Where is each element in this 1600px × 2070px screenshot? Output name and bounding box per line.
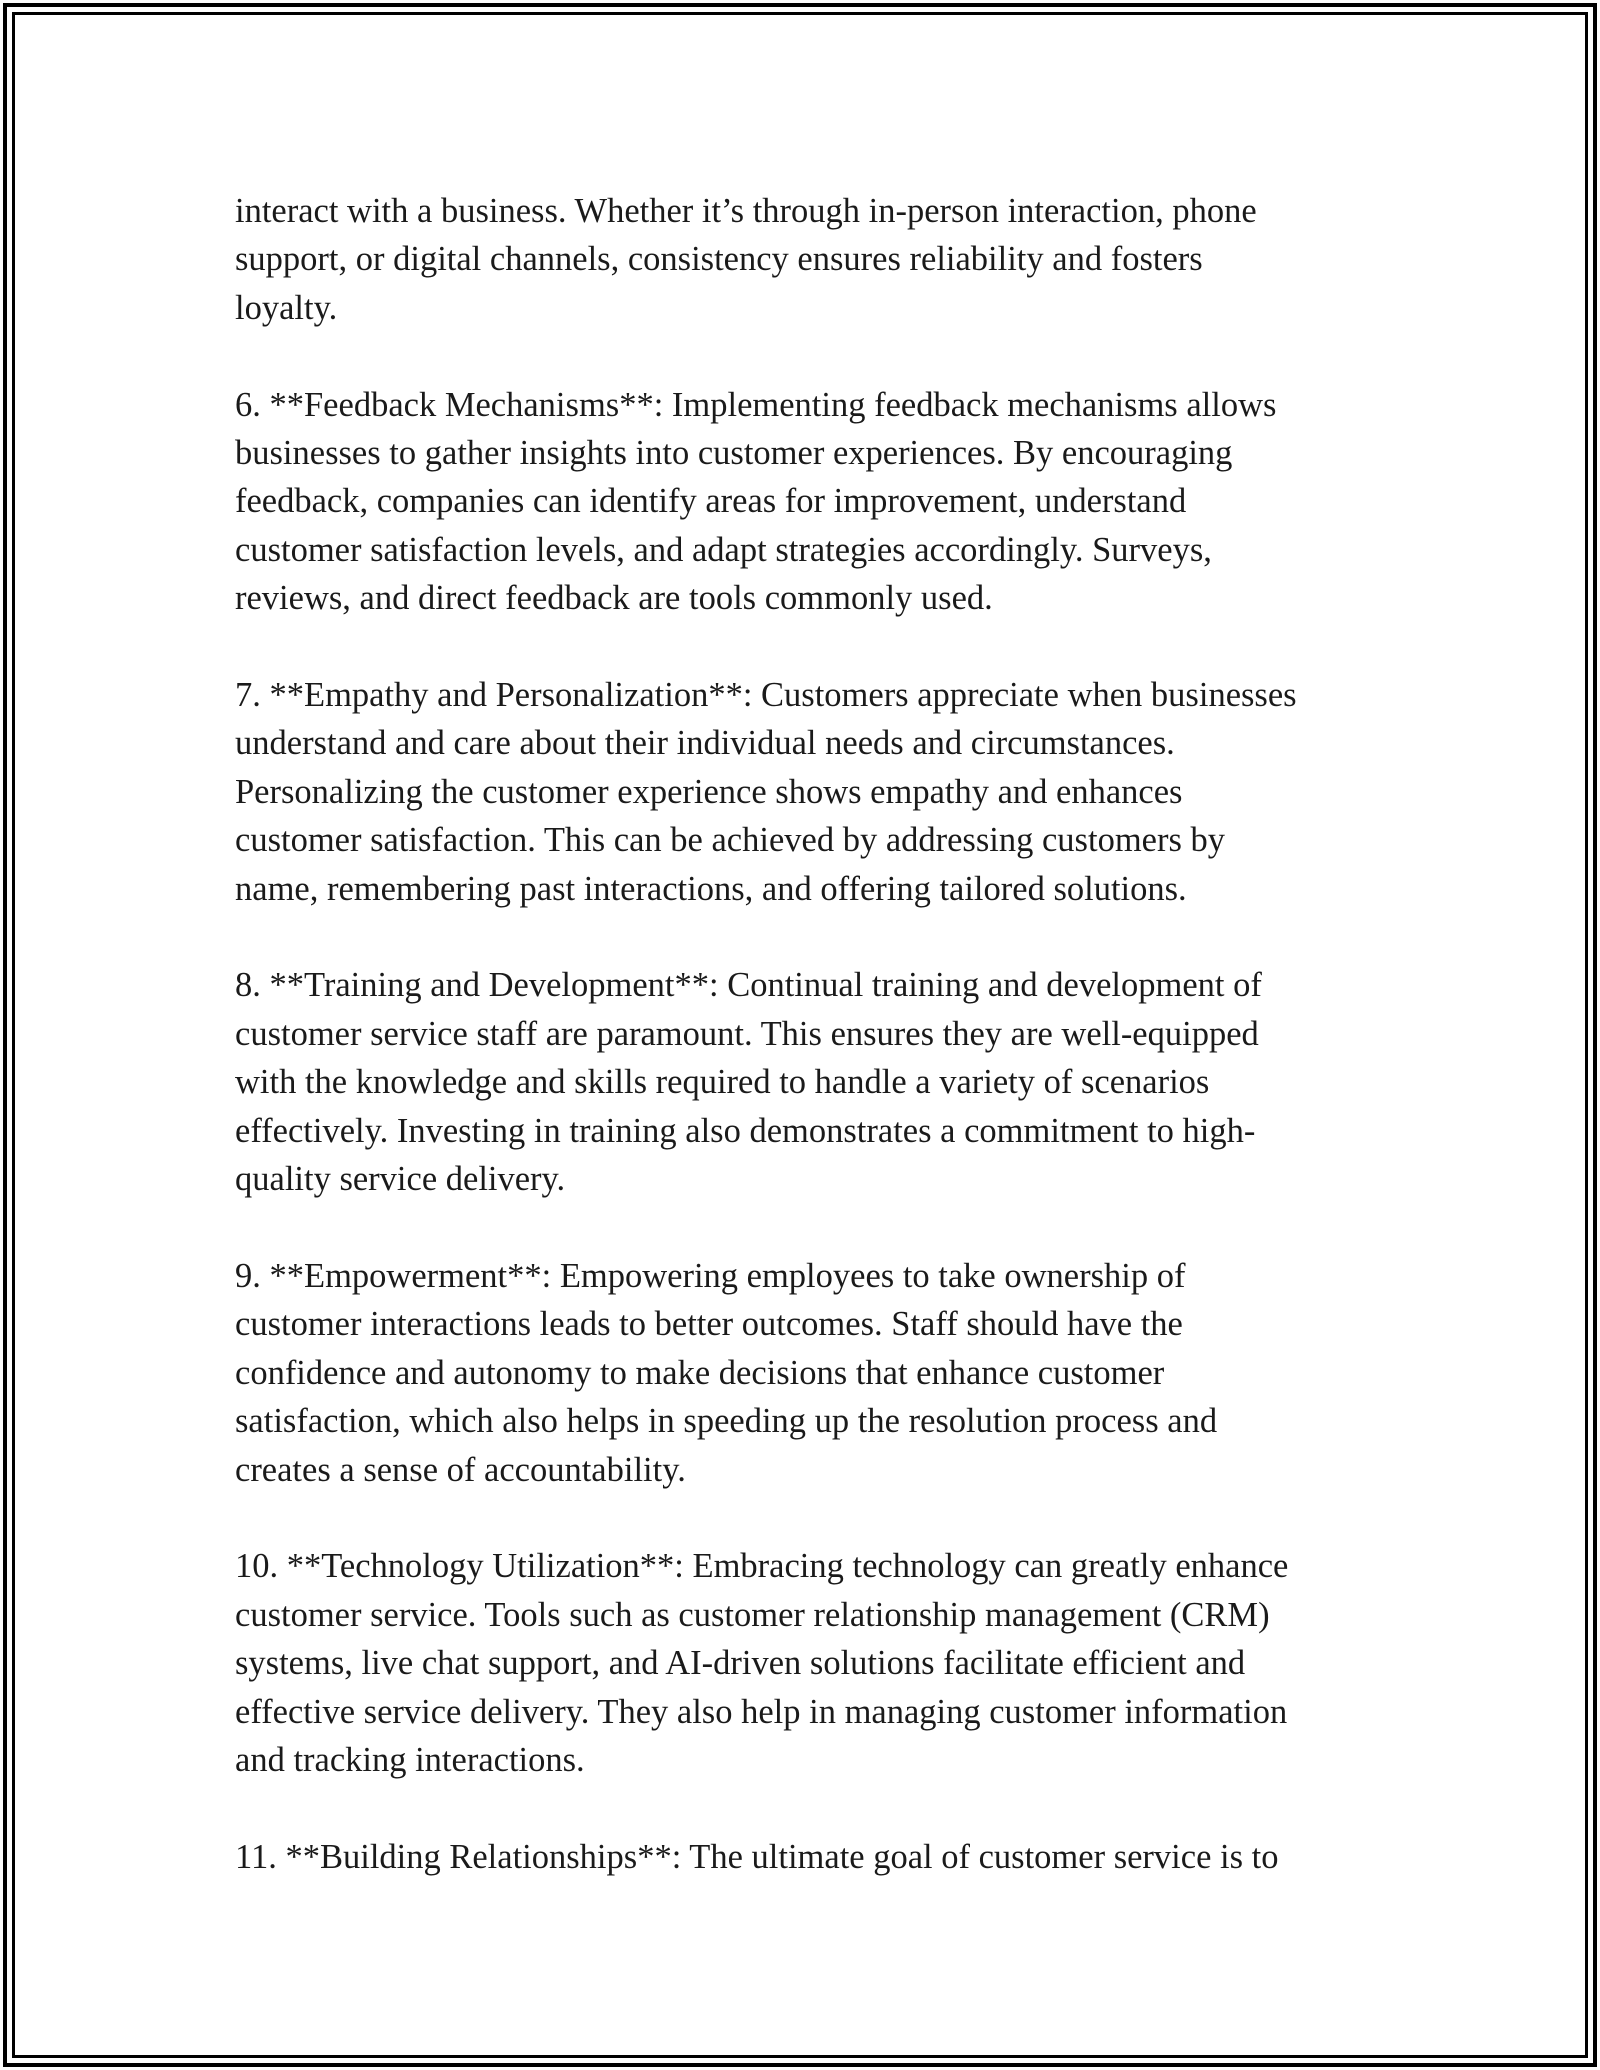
paragraph-empathy-personalization — [235, 671, 1405, 913]
text-line: 7. **Empathy and Personalization**: Customers appreciate when businesses — [235, 676, 1297, 715]
text-line: with the knowledge and skills required to handle a variety of scenarios — [235, 1063, 1210, 1102]
text-line: reviews, and direct feedback are tools commonly used. — [235, 579, 993, 618]
text-line: interact with a business. Whether it’s through in-person interaction, phone — [235, 192, 1257, 230]
text-line: effectively. Investing in training also demonstrates a commitment to high- — [235, 1111, 1256, 1150]
text-line: support, or digital channels, consistency ensures reliability and fosters — [235, 240, 1203, 279]
text-line: 10. **Technology Utilization**: Embracing technology can greatly enhance — [235, 1547, 1289, 1586]
text-line: customer service. Tools such as customer relationship management (CRM) — [235, 1595, 1270, 1634]
paragraph-technology-utilization — [235, 1542, 1405, 1784]
text-line: name, remembering past interactions, and offering tailored solutions. — [235, 869, 1187, 908]
text-line: customer interactions leads to better outcomes. Staff should have the — [235, 1305, 1183, 1344]
text-line: quality service delivery. — [235, 1160, 566, 1199]
text-line: businesses to gather insights into customer experiences. By encouraging — [235, 434, 1233, 473]
text-line: 11. **Building Relationships**: The ultimate goal of customer service is to — [235, 1837, 1279, 1876]
text-line: customer satisfaction. This can be achieved by addressing customers by — [235, 821, 1226, 860]
text-line: loyalty. — [235, 288, 338, 327]
text-line: customer satisfaction levels, and adapt strategies accordingly. Surveys, — [235, 530, 1212, 569]
text-line: systems, live chat support, and AI-driven solutions facilitate efficient and — [235, 1644, 1246, 1683]
text-line: feedback, companies can identify areas for improvement, understand — [235, 482, 1187, 521]
text-line: satisfaction, which also helps in speeding up the resolution process and — [235, 1402, 1218, 1441]
text-line: effective service delivery. They also help in managing customer information — [235, 1692, 1288, 1731]
text-line: and tracking interactions. — [235, 1740, 585, 1779]
text-line: customer service staff are paramount. This ensures they are well-equipped — [235, 1014, 1259, 1053]
paragraph-consistency-continued — [235, 187, 1405, 332]
text-line: 9. **Empowerment**: Empowering employees to take ownership of — [235, 1256, 1186, 1295]
paragraph-feedback-mechanisms — [235, 381, 1405, 623]
paragraph-training-development — [235, 961, 1405, 1203]
text-line: 6. **Feedback Mechanisms**: Implementing feedback mechanisms allows — [235, 385, 1277, 424]
text-line: 8. **Training and Development**: Continual training and development of — [235, 966, 1262, 1005]
paragraph-empowerment — [235, 1252, 1405, 1494]
document-body — [235, 187, 1405, 1930]
text-line: creates a sense of accountability. — [235, 1450, 686, 1489]
paragraph-building-relationships — [235, 1833, 1405, 1881]
text-line: Personalizing the customer experience shows empathy and enhances — [235, 772, 1183, 811]
text-line: understand and care about their individual needs and circumstances. — [235, 724, 1175, 763]
text-line: confidence and autonomy to make decisions that enhance customer — [235, 1353, 1165, 1392]
